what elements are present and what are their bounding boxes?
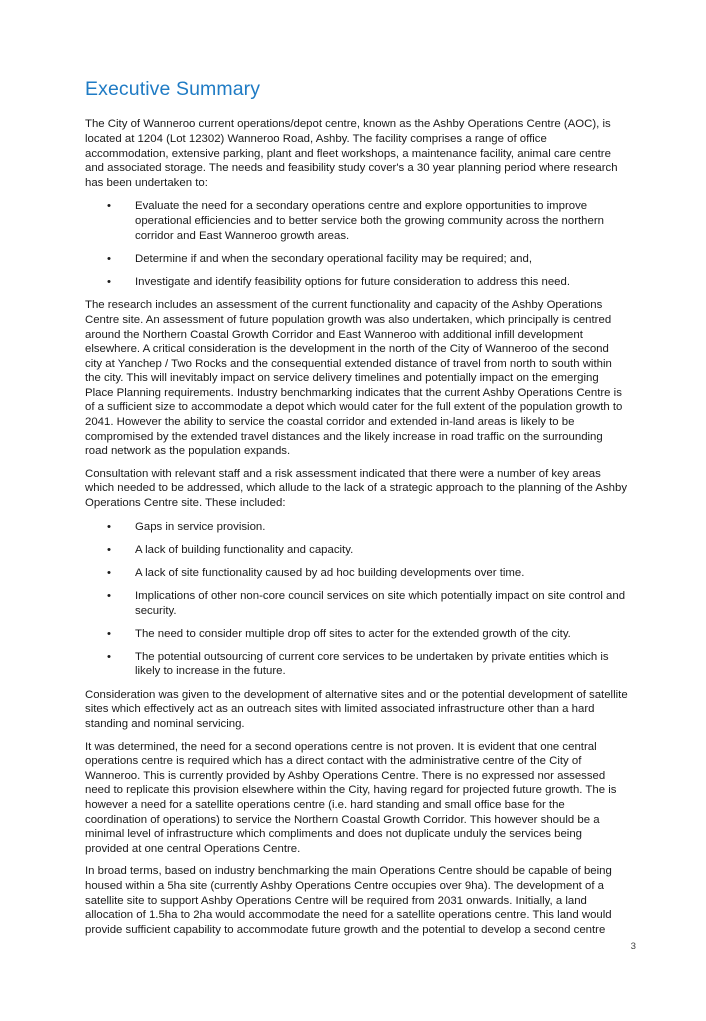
bullet-icon: • [107,520,111,533]
paragraph-alternative-sites: Consideration was given to the development of alternative sites and or the potential development of satellite sites which effectively act as an outreach sites with limited associated infrastructure other than a hard standing and nominal servicing. [85,688,628,731]
paragraph-consultation: Consultation with relevant staff and a risk assessment indicated that there were a number of key areas which needed to be addressed, which allude to the lack of a strategic approach to the planning of the Ashby Operations Centre site. These included: [85,467,628,510]
bullet-icon: • [107,650,111,663]
list-item [85,650,628,679]
bullet-icon: • [107,543,111,556]
list-research-aims [85,199,628,289]
page-title: Executive Summary [85,78,261,100]
list-item-label: Evaluate the need for a secondary operations centre and explore opportunities to improve operational efficiencies and to better service both the growing community across the northern corridor and East Wanneroo growth areas. [135,200,604,242]
list-item [85,275,628,290]
paragraph-research-scope: The research includes an assessment of the current functionality and capacity of the Ashby Operations Centre site. An assessment of future population growth was also undertaken, which principally is centred around the Northern Coastal Growth Corridor and East Wanneroo with additional infill development elsewhere. A critical consideration is the development in the north of the City of Wanneroo of the second city at Yanchep / Two Rocks and the consequential extended distance of travel from north to south within the city. This will inevitably impact on service delivery timelines and potentially impact on the emerging Place Planning requirements. Industry benchmarking indicates that the current Ashby Operations Centre is of a sufficient size to accommodate a depot which would cater for the full extent of the population growth to 2041. However the ability to service the coastal corridor and extended in-land areas is likely to be compromised by the extended travel distances and the likely increase in road traffic on the surrounding road network as the population expands. [85,299,623,458]
list-item [85,589,628,618]
list-item [85,252,628,267]
bullet-icon: • [107,627,111,640]
bullet-icon: • [107,275,111,288]
bullet-icon: • [107,200,111,213]
list-item-label: Determine if and when the secondary operational facility may be required; and, [135,252,532,265]
list-item-label: A lack of site functionality caused by ad hoc building developments over time. [135,566,525,579]
paragraph-determination: It was determined, the need for a second operations centre is not proven. It is evident that one central operations centre is required which has a direct contact with the administrative centre of the City of Wanneroo. This is currently provided by Ashby Operations Centre. There is no expressed nor assessed need to replicate this provision elsewhere within the City, having regard for projected future growth. The is however a need for a satellite operations centre (i.e. hard standing and small office base for the coordination of operations) to service the Northern Coastal Growth Corridor. This however should be a minimal level of infrastructure which compliments and does not duplicate unduly the services being provided at one central Operations Centre. [85,740,617,855]
bullet-icon: • [107,566,111,579]
bullet-icon: • [107,589,111,602]
list-item [85,566,628,581]
paragraph-broad-terms: In broad terms, based on industry benchmarking the main Operations Centre should be capable of being housed within a 5ha site (currently Ashby Operations Centre occupies over 9ha). The development of a satellite site to support Ashby Operations Centre will be required from 2031 onwards. Initially, a land allocation of 1.5ha to 2ha would accommodate the need for a satellite operations centre. This land would provide sufficient capability to accommodate future growth and the potential to develop a second centre [85,865,612,936]
list-key-areas [85,520,628,679]
list-item [85,199,628,243]
list-item-label: The need to consider multiple drop off sites to acter for the extended growth of the city. [135,627,571,640]
page-number: 3 [630,941,636,952]
list-item [85,543,628,558]
list-item [85,520,628,535]
list-item-label: A lack of building functionality and capacity. [135,543,354,556]
list-item-label: Investigate and identify feasibility options for future consideration to address this need. [135,275,571,288]
list-item-label: The potential outsourcing of current core services to be undertaken by private entities which is likely to increase in the future. [135,650,609,678]
document-body [85,78,628,945]
list-item-label: Gaps in service provision. [135,520,266,533]
paragraph-intro: The City of Wanneroo current operations/depot centre, known as the Ashby Operations Centre (AOC), is located at 1204 (Lot 12302) Wanneroo Road, Ashby. The facility comprises a range of office accommodation, extensive parking, plant and fleet workshops, a maintenance facility, animal care centre and associated storage. The needs and feasibility study cover's a 30 year planning period where research has been undertaken to: [85,118,618,189]
list-item-label: Implications of other non-core council services on site which potentially impact on site control and security. [135,589,626,617]
list-item [85,627,628,642]
bullet-icon: • [107,252,111,265]
